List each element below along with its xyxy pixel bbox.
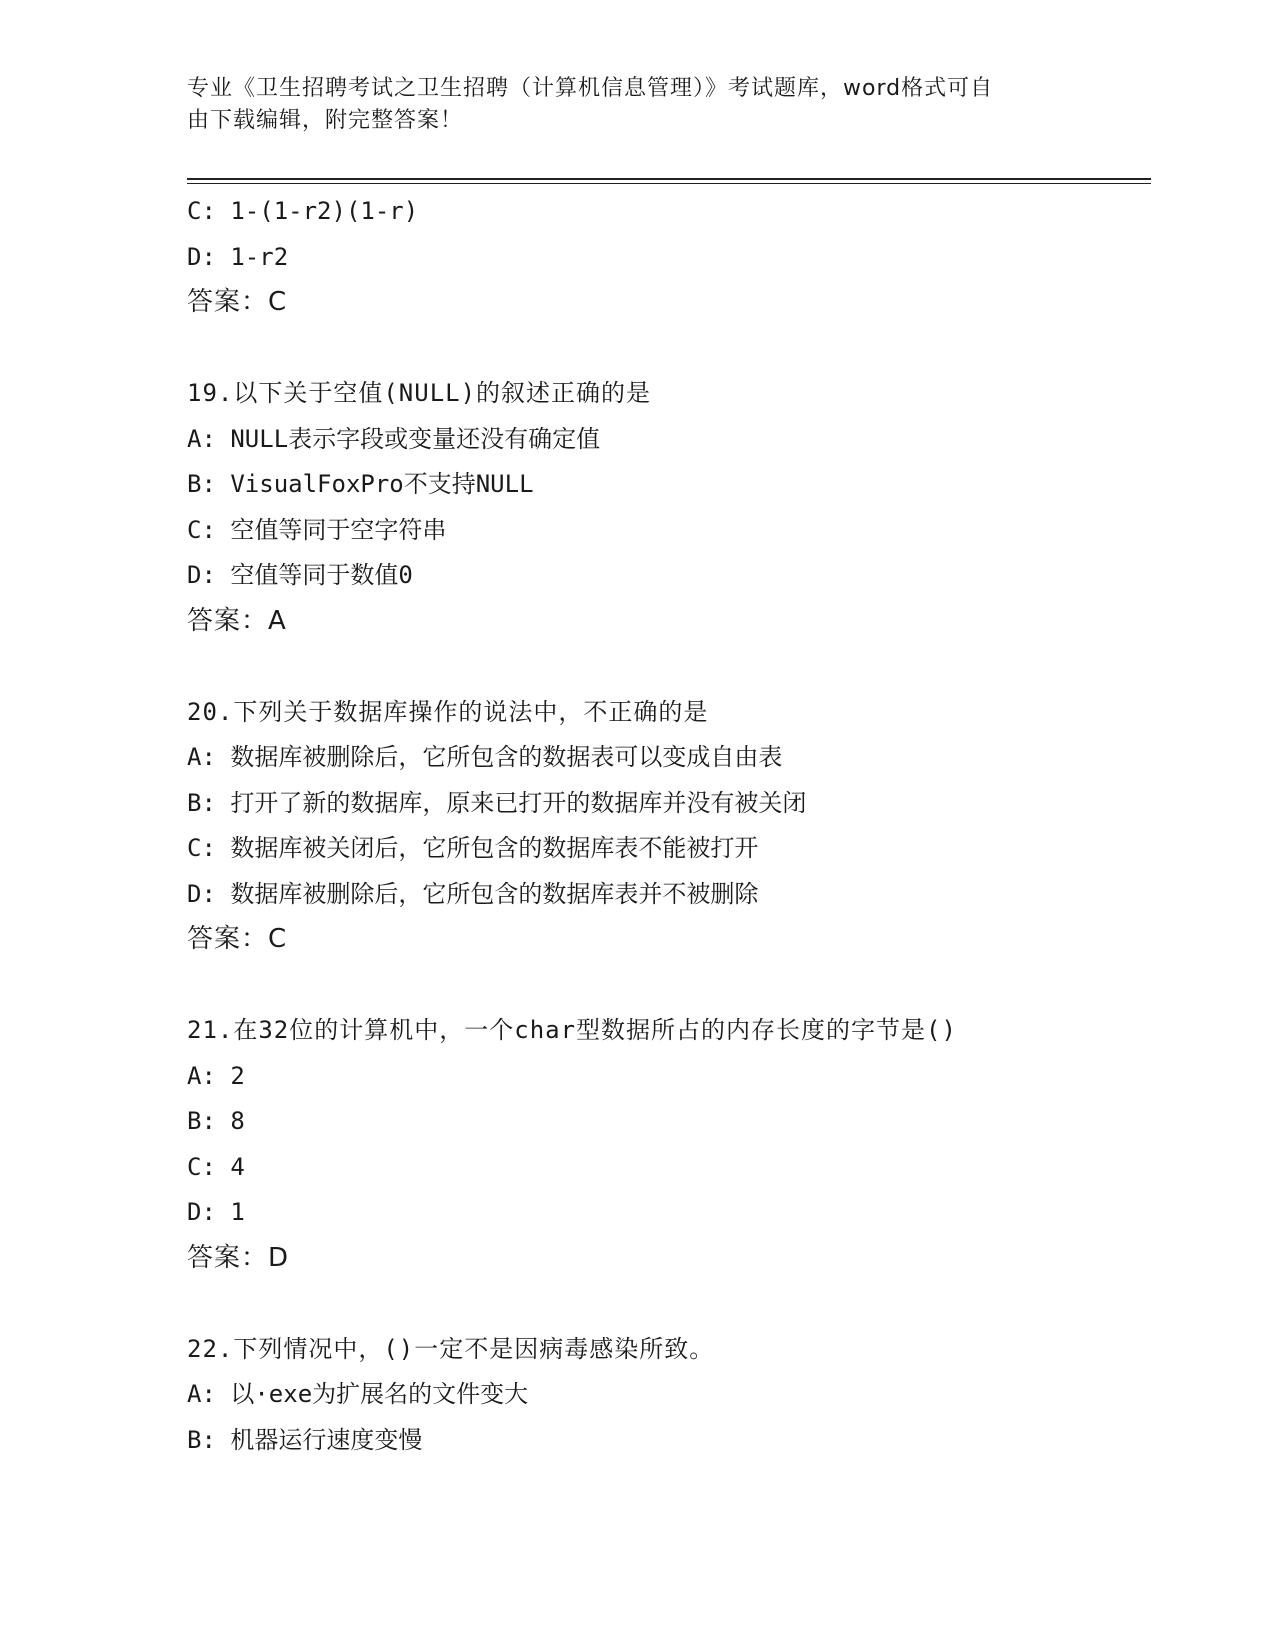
option-d: D: 空值等同于数值0 <box>187 561 413 589</box>
question-22 <box>187 1327 1187 1464</box>
header-line-2: 由下载编辑，附完整答案！ <box>187 108 464 133</box>
option-d: D: 1 <box>187 1198 245 1226</box>
option-c: C: 4 <box>187 1152 245 1181</box>
question-21 <box>187 1008 1187 1281</box>
question-19 <box>187 371 1187 644</box>
option-d: D: 1-r2 <box>187 242 289 271</box>
question-stem: 19.以下关于空值(NULL)的叙述正确的是 <box>187 379 652 407</box>
option-a: A: NULL表示字段或变量还没有确定值 <box>187 424 601 453</box>
question-20 <box>187 690 1187 963</box>
option-c: C: 1-(1-r2)(1-r) <box>187 197 419 225</box>
option-a: A: 2 <box>187 1061 245 1090</box>
previous-question-tail <box>187 189 1187 326</box>
option-b: B: VisualFoxPro不支持NULL <box>187 470 534 498</box>
header-divider-thick <box>187 178 1151 180</box>
option-a: A: 以·exe为扩展名的文件变大 <box>187 1380 529 1408</box>
answer-line: 答案：C <box>187 287 288 317</box>
answer-line: 答案：A <box>187 605 287 636</box>
answer-line: 答案：C <box>187 924 288 954</box>
option-c: C: 空值等同于空字符串 <box>187 515 447 544</box>
question-stem: 20.下列关于数据库操作的说法中，不正确的是 <box>187 697 709 726</box>
header-divider-thin <box>187 183 1151 184</box>
question-stem: 22.下列情况中，()一定不是因病毒感染所致。 <box>187 1334 715 1363</box>
option-c: C: 数据库被关闭后，它所包含的数据库表不能被打开 <box>187 834 759 862</box>
document-header <box>187 73 1087 137</box>
header-line-1: 专业《卫生招聘考试之卫生招聘（计算机信息管理）》考试题库，word格式可自 <box>187 76 994 101</box>
answer-line: 答案：D <box>187 1242 290 1273</box>
option-a: A: 数据库被删除后，它所包含的数据表可以变成自由表 <box>187 743 783 771</box>
question-stem: 21.在32位的计算机中，一个char型数据所占的内存长度的字节是() <box>187 1016 957 1044</box>
option-b: B: 打开了新的数据库，原来已打开的数据库并没有被关闭 <box>187 788 807 817</box>
option-b: B: 机器运行速度变慢 <box>187 1425 423 1454</box>
option-d: D: 数据库被删除后，它所包含的数据库表并不被删除 <box>187 879 759 908</box>
question-list <box>187 189 1187 1463</box>
option-b: B: 8 <box>187 1107 245 1135</box>
